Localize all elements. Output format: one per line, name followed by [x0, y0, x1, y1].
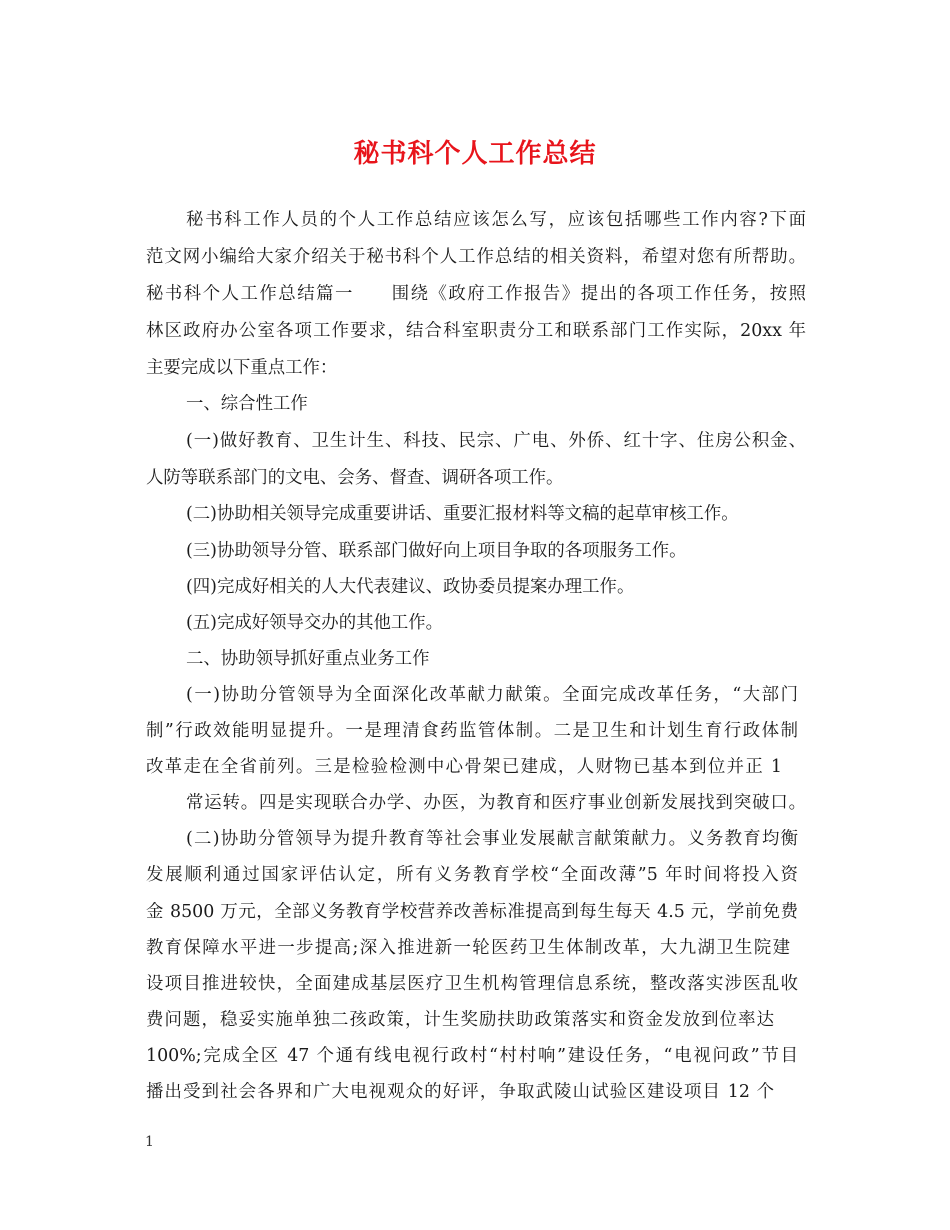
paragraph-line: 播出受到社会各界和广大电视观众的好评，争取武陵山试验区建设项目 12 个: [146, 1082, 774, 1102]
paragraph-line: 费问题，稳妥实施单独二孩政策，计生奖励扶助政策落实和资金发放到位率达: [146, 1010, 774, 1030]
document-title: 秘书科个人工作总结: [353, 139, 597, 169]
paragraph-line: 制”行政效能明显提升。一是理清食药监管体制。二是卫生和计划生育行政体制: [146, 721, 798, 741]
paragraph-line: 林区政府办公室各项工作要求，结合科室职责分工和联系部门工作实际，20xx 年: [146, 321, 806, 341]
section-heading: 二、协助领导抓好重点业务工作: [186, 649, 430, 669]
paragraph-line: 100%;完成全区 47 个通有线电视行政村“村村响”建设任务，“电视问政”节目: [146, 1046, 798, 1066]
paragraph-line: 秘书科工作人员的个人工作总结应该怎么写，应该包括哪些工作内容?下面: [186, 210, 806, 230]
paragraph-line: 人防等联系部门的文电、会务、督查、调研各项工作。: [146, 468, 564, 488]
paragraph-line: (二)协助相关领导完成重要讲话、重要汇报材料等文稿的起草审核工作。: [186, 504, 739, 524]
paragraph-line: 常运转。四是实现联合办学、办医，为教育和医疗事业创新发展找到突破口。: [186, 793, 806, 813]
paragraph-line: (五)完成好领导交办的其他工作。: [186, 613, 444, 633]
paragraph-line: 范文网小编给大家介绍关于秘书科个人工作总结的相关资料，希望对您有所帮助。: [146, 247, 806, 267]
paragraph-line: 设项目推进较快，全面建成基层医疗卫生机构管理信息系统，整改落实涉医乱收: [146, 974, 798, 994]
paragraph-line: 秘书科个人工作总结篇一 围绕《政府工作报告》提出的各项工作任务，按照: [146, 284, 806, 304]
paragraph-line: 金 8500 万元，全部义务教育学校营养改善标准提高到每生每天 4.5 元，学前免费: [146, 902, 798, 922]
paragraph-line: (一)协助分管领导为全面深化改革献力献策。全面完成改革任务，“大部门: [186, 685, 798, 705]
paragraph-line: (一)做好教育、卫生计生、科技、民宗、广电、外侨、红十字、住房公积金、: [186, 431, 806, 451]
paragraph-line: 主要完成以下重点工作：: [146, 358, 338, 378]
paragraph-line: 改革走在全省前列。三是检验检测中心骨架已建成，人财物已基本到位并正 1: [146, 757, 782, 777]
paragraph-line: (四)完成好相关的人大代表建议、政协委员提案办理工作。: [186, 577, 635, 597]
paragraph-line: 教育保障水平进一步提高;深入推进新一轮医药卫生体制改革，大九湖卫生院建: [146, 938, 790, 958]
section-heading: 一、综合性工作: [186, 394, 308, 414]
paragraph-line: (三)协助领导分管、联系部门做好向上项目争取的各项服务工作。: [186, 541, 687, 561]
paragraph-line: (二)协助分管领导为提升教育等社会事业发展献言献策献力。义务教育均衡: [186, 829, 798, 849]
page-number: 1: [145, 1134, 154, 1150]
paragraph-line: 发展顺利通过国家评估认定，所有义务教育学校“全面改薄”5 年时间将投入资: [146, 865, 798, 885]
